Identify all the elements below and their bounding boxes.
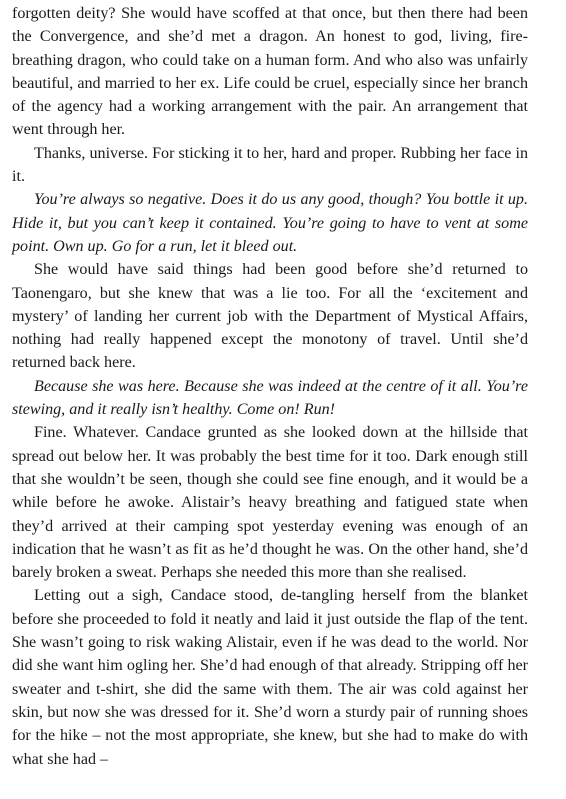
paragraph-7: Letting out a sigh, Candace stood, de-tangling herself from the blanket before she proceeded to fold it neatly and laid it just outside the flap of the tent. She wasn’t going to risk waking Alistair, even if he was dead to the world. Nor did she want him ogling her. She’d had enough of that already. Stripping off her sweater and t-shirt, she did the same with them. The air was cold against her skin, but now she was dressed for it. She’d worn a sturdy pair of running shoes for the hike – not the most appropriate, she knew, but she had to make do with what she had – xyxy=(12,587,528,768)
paragraph-3-inner-voice: You’re always so negative. Does it do us any good, though? You bottle it up. Hide it, but you can’t keep it contained. You’re going to have to vent at some point. Own up. Go for a run, let it bleed out. xyxy=(12,191,528,255)
paragraph-2: Thanks, universe. For sticking it to her, hard and proper. Rubbing her face in it. xyxy=(12,144,528,186)
paragraph-4: She would have said things had been good before she’d returned to Taonengaro, but she knew that was a lie too. For all the ‘excitement and mystery’ of landing her current job with the Department of Mystical Affairs, nothing had really happened except the monotony of travel. Until she’d returned back here. xyxy=(12,261,528,372)
paragraph-1: forgotten deity? She would have scoffed at that once, but then there had been the Convergence, and she’d met a dragon. An honest to god, living, fire-breathing dragon, who could take on a human form. And who also was unfairly beautiful, and married to her ex. Life could be cruel, especially since her branch of the agency had a working arrangement with the pair. An arrangement that went through her. xyxy=(12,5,528,139)
paragraph-5-inner-voice: Because she was here. Because she was indeed at the centre of it all. You’re stewing, and it really isn’t healthy. Come on! Run! xyxy=(12,377,528,419)
book-page xyxy=(12,2,528,771)
paragraph-6: Fine. Whatever. Candace grunted as she looked down at the hillside that spread out below her. It was probably the best time for it too. Dark enough still that she wouldn’t be seen, though she could see fine enough, and it would be a while before he awoke. Alistair’s heavy breathing and fatigued state when they’d arrived at their camping spot yesterday evening was enough of an indication that he wasn’t as fit as he’d thought he was. On the other hand, she’d barely broken a sweat. Perhaps she needed this more than she realised. xyxy=(12,424,528,582)
